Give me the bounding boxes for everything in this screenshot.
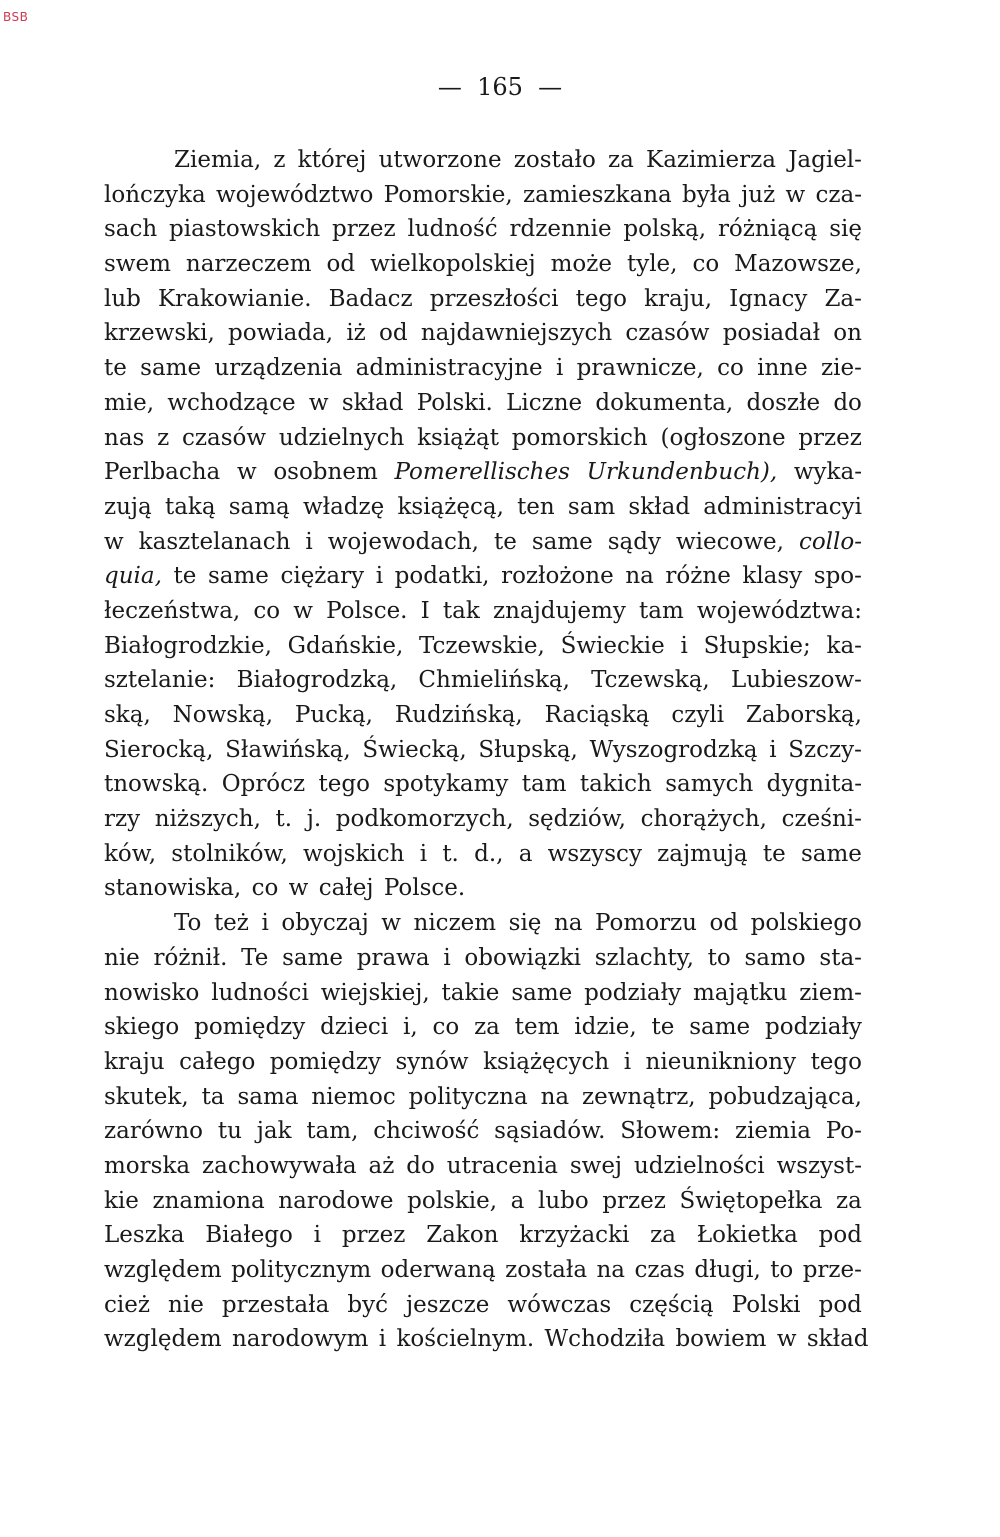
text-line: ków, stolników, wojskich i t. d., a wszyscy zajmują te same — [104, 840, 862, 867]
text-line: ską, Nowską, Pucką, Rudzińską, Raciąską czyli Zaborską, — [104, 702, 862, 728]
text-line: nowisko ludności wiejskiej, takie same podziały majątku ziem- — [104, 979, 862, 1006]
text-line: swem narzeczem od wielkopolskiej może tyle, co Mazowsze, — [104, 251, 862, 278]
text-line: sztelanie: Białogrodzką, Chmielińską, Tczewską, Lubieszow- — [104, 667, 862, 694]
text-line: kraju całego pomiędzy synów książęcych i nieunikniony tego — [104, 1048, 862, 1075]
text-line: quia, te same ciężary i podatki, rozłożone na różne klasy spo- — [104, 563, 862, 590]
text-line: kie znamiona narodowe polskie, a lubo przez Świętopełka za — [104, 1187, 862, 1214]
text-line: Sierocką, Sławińską, Świecką, Słupską, Wyszogrodzką i Szczy- — [104, 736, 862, 763]
text-line: stanowiska, co w całej Polsce. — [104, 875, 466, 902]
text-line: rzy niższych, t. j. podkomorzych, sędziów, chorążych, cześni- — [104, 806, 862, 833]
library-watermark: BSB — [3, 10, 29, 24]
text-line: lub Krakowianie. Badacz przeszłości tego kraju, Ignacy Za- — [104, 285, 862, 312]
text-line: Perlbacha w osobnem Pomerellisches Urkundenbuch), wyka- — [104, 459, 862, 486]
text-line: Leszka Białego i przez Zakon krzyżacki za Łokietka pod — [104, 1222, 862, 1249]
text-line: morska zachowywała aż do utracenia swej udzielności wszyst- — [104, 1152, 862, 1179]
page-number-header: — 165 — — [437, 73, 563, 101]
text-line: względem narodowym i kościelnym. Wchodziła bowiem w skład — [104, 1326, 869, 1353]
text-line: cież nie przestała być jeszcze wówczas częścią Polski pod — [104, 1291, 862, 1318]
text-line: łeczeństwa, co w Polsce. I tak znajdujemy tam województwa: — [104, 597, 862, 624]
text-line: w kasztelanach i wojewodach, te same sądy wiecowe, collo- — [104, 528, 862, 555]
text-line: mie, wchodzące w skład Polski. Liczne dokumenta, doszłe do — [104, 389, 862, 416]
text-line: skiego pomiędzy dzieci i, co za tem idzie, te same podziały — [104, 1014, 862, 1041]
text-line: względem politycznym oderwaną została na czas długi, to prze- — [104, 1257, 862, 1283]
text-line: skutek, ta sama niemoc polityczna na zewnątrz, pobudzająca, — [104, 1083, 862, 1110]
text-line: zują taką samą władzę książęcą, ten sam skład administracyi — [104, 493, 862, 520]
text-line: krzewski, powiada, iż od najdawniejszych czasów posiadał on — [104, 320, 862, 347]
text-line: Białogrodzkie, Gdańskie, Tczewskie, Świeckie i Słupskie; ka- — [104, 632, 862, 659]
text-line: te same urządzenia administracyjne i prawnicze, co inne zie- — [104, 355, 862, 382]
text-line: tnowską. Oprócz tego spotykamy tam takich samych dygnita- — [104, 771, 862, 798]
text-line: nas z czasów udzielnych książąt pomorskich (ogłoszone przez — [104, 424, 862, 451]
text-body — [104, 143, 869, 1357]
paragraph-first-line: Ziemia, z której utworzone zostało za Kazimierza Jagiel- — [174, 147, 862, 173]
text-line: nie różnił. Te same prawa i obowiązki szlachty, to samo sta- — [104, 944, 862, 971]
text-line: zarówno tu jak tam, chciwość sąsiadów. Słowem: ziemia Po- — [104, 1118, 862, 1145]
paragraph-first-line: To też i obyczaj w niczem się na Pomorzu od polskiego — [174, 910, 862, 937]
text-line: sach piastowskich przez ludność rdzennie polską, różniącą się — [104, 216, 862, 243]
text-line: lończyka województwo Pomorskie, zamieszkana była już w cza- — [104, 181, 862, 208]
